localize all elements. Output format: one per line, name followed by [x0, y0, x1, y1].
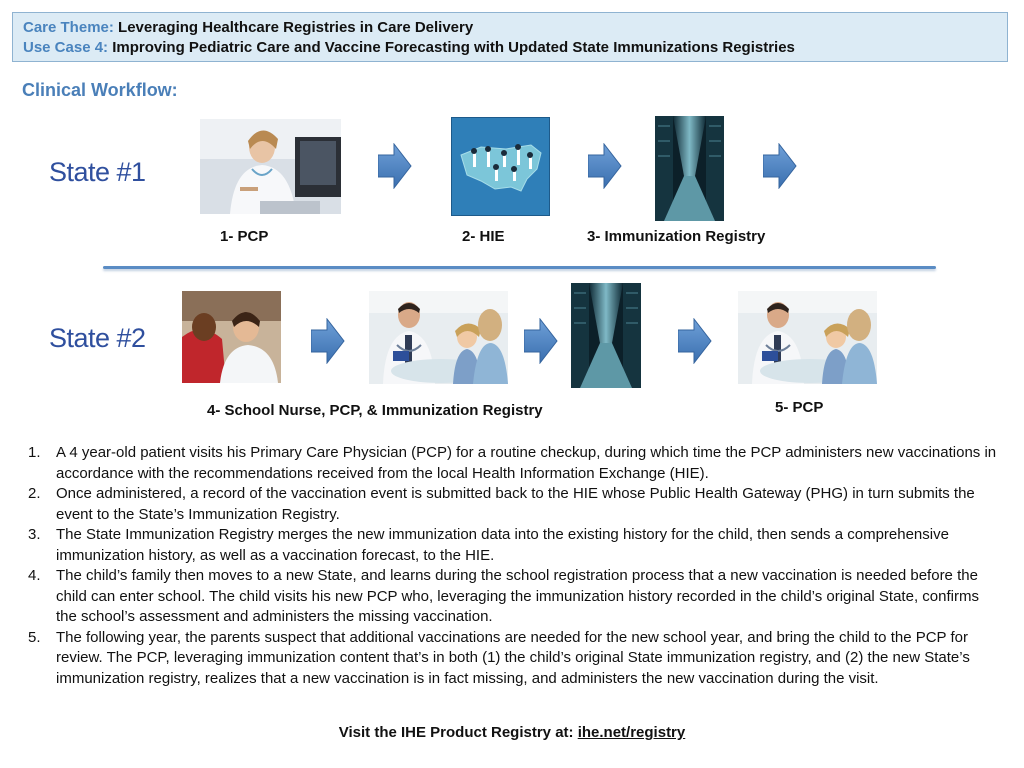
step-text: A 4 year-old patient visits his Primary Care Physician (PCP) for a routine checkup, during which time the PCP administers new vaccinations in accordance with the recommendations received from the local Health Information Exchange (HIE).	[56, 444, 997, 482]
caption-pcp: 1- PCP	[220, 228, 269, 245]
list-item	[28, 628, 1003, 690]
use-case-label: Use Case 4:	[23, 39, 109, 56]
care-theme-value: Leveraging Healthcare Registries in Care Delivery	[118, 19, 474, 36]
state-divider	[103, 266, 936, 269]
arrow-icon	[588, 143, 622, 189]
step-text: The child’s family then moves to a new State, and learns during the school registration process that a new vaccination is needed before the child can enter school. The child visits his new PCP who, leveraging the immunization history recorded in the child’s original State, confirms the school’s assessment and administers the missing vaccination.	[56, 567, 979, 625]
care-theme-label: Care Theme:	[23, 19, 114, 36]
caption-school-nurse-pcp-registry: 4- School Nurse, PCP, & Immunization Registry	[207, 402, 543, 419]
pcp-photo	[200, 119, 341, 214]
arrow-icon	[378, 143, 412, 189]
footer-note	[0, 724, 1024, 741]
title-banner	[12, 12, 1008, 62]
arrow-icon	[311, 318, 345, 364]
registry-server-image	[571, 283, 641, 388]
step-text: The State Immunization Registry merges the new immunization data into the existing history for the child, then sends a comprehensive immunization history, as well as a vaccination forecast, to the HIE.	[56, 526, 949, 564]
school-nurse-photo	[182, 291, 281, 383]
list-item	[28, 525, 1003, 566]
care-theme-line	[23, 18, 997, 38]
caption-hie: 2- HIE	[462, 228, 505, 245]
list-item	[28, 484, 1003, 525]
state-1-label: State #1	[49, 157, 146, 187]
state-2-label: State #2	[49, 323, 146, 353]
registry-link[interactable]: ihe.net/registry	[577, 724, 686, 741]
workflow-steps-list	[28, 443, 1003, 689]
arrow-icon	[763, 143, 797, 189]
caption-immunization-registry: 3- Immunization Registry	[587, 228, 766, 245]
footer-prefix: Visit the IHE Product Registry at:	[338, 724, 578, 741]
use-case-line	[23, 38, 997, 58]
step-number: 5.	[28, 628, 41, 646]
clinical-workflow-heading: Clinical Workflow:	[22, 80, 178, 100]
use-case-value: Improving Pediatric Care and Vaccine Forecasting with Updated State Immunizations Registries	[112, 39, 795, 56]
registry-server-image	[655, 116, 724, 221]
step-number: 3.	[28, 526, 41, 543]
step-text: The following year, the parents suspect that additional vaccinations are needed for the new school year, and bring the child to the PCP for review. The PCP, leveraging immunization content that’s in both (1) the child’s original State immunization registry, and (2) the new State’s immunization registry, realizes that a new vaccination is in fact missing, and administers the new vaccination during the visit.	[56, 628, 970, 687]
pcp-child-photo	[369, 291, 508, 384]
list-item	[28, 566, 1003, 628]
step-text: Once administered, a record of the vaccination event is submitted back to the HIE whose Public Health Gateway (PHG) in turn submits the event to the State’s Immunization Registry.	[56, 485, 975, 523]
pcp-child-photo	[738, 291, 877, 384]
list-item	[28, 443, 1003, 484]
arrow-icon	[678, 318, 712, 364]
step-number: 4.	[28, 567, 41, 584]
hie-map-image	[451, 117, 550, 216]
caption-pcp-2: 5- PCP	[775, 399, 824, 416]
arrow-icon	[524, 318, 558, 364]
step-number: 1.	[28, 444, 41, 461]
step-number: 2.	[28, 485, 41, 502]
